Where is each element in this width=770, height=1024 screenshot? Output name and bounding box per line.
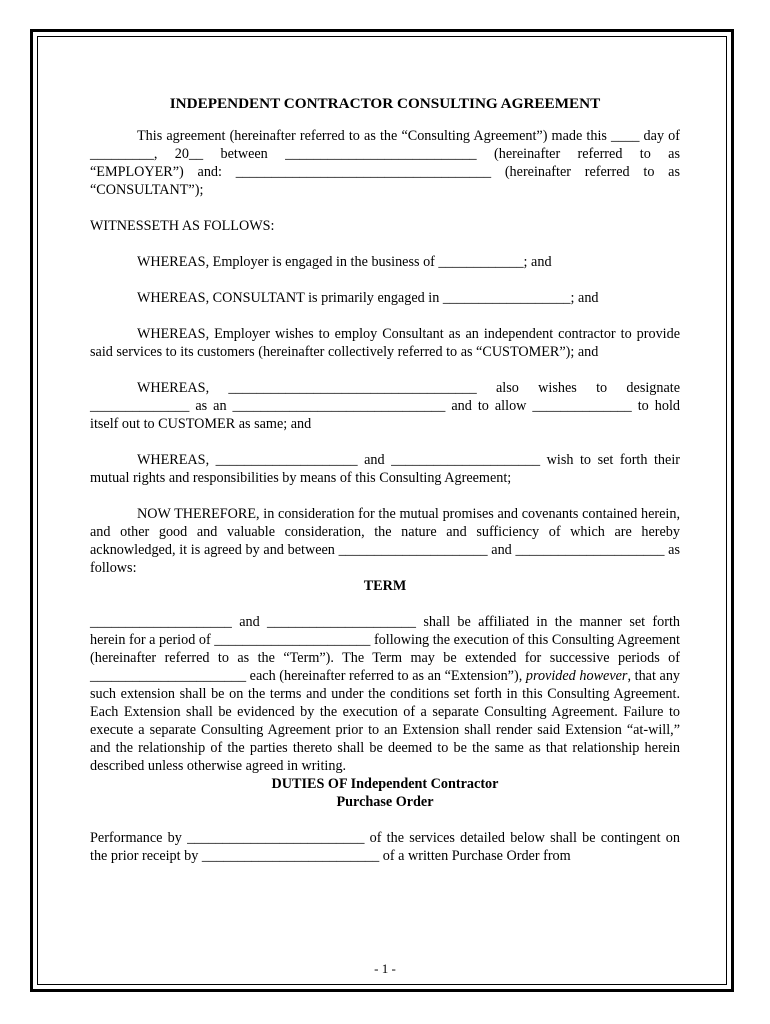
term-text-part1: ____________________ and _____________________ shall be affiliated in the manner set forth herein for a period of ______________________ following the execution of this Consulting Agreement (hereinafter referred to as the “Term”). The Term may be extended for successive periods of ______________________ each (hereinafter referred to as an “Extension”),	[90, 614, 680, 684]
heading-purchase-order: Purchase Order	[336, 794, 434, 810]
page-number: - 1 -	[374, 961, 396, 976]
term-text-part2: , that any such extension shall be on the terms and under the conditions set forth in this Consulting Agreement. Each Extension shall be evidenced by the execution of a separate Consulting Agreement. Failure to execute a separate Consulting Agreement prior to an Extension shall render said Extension “at-will,” and the relationship of the parties thereto shall be deemed to be the same as that relationship herein described unless otherwise agreed in writing.	[90, 668, 681, 774]
whereas-employ: WHEREAS, Employer wishes to employ Consultant as an independent contractor to provide said services to its customers (hereinafter collectively referred to as “CUSTOMER”); and	[90, 326, 680, 360]
heading-term: TERM	[363, 578, 407, 594]
document-body	[90, 95, 680, 865]
whereas-consultant: WHEREAS, CONSULTANT is primarily engaged in __________________; and	[137, 290, 599, 306]
whereas-business: WHEREAS, Employer is engaged in the business of ____________; and	[137, 254, 552, 270]
heading-duties: DUTIES OF Independent Contractor	[271, 776, 499, 792]
term-paragraph	[90, 613, 680, 775]
performance-paragraph: Performance by _________________________ of the services detailed below shall be contingent on the prior receipt by _________________________ of a written Purchase Order from	[90, 830, 680, 864]
whereas-mutual-rights: WHEREAS, ____________________ and _____________________ wish to set forth their mutual rights and responsibilities by means of this Consulting Agreement;	[90, 452, 680, 486]
document-title: INDEPENDENT CONTRACTOR CONSULTING AGREEMENT	[169, 95, 601, 112]
now-therefore-paragraph: NOW THEREFORE, in consideration for the mutual promises and covenants contained herein, and other good and valuable consideration, the nature and sufficiency of which are hereby acknowledged, it is agreed by and between _____________________ and _____________________ as follows:	[90, 506, 680, 576]
term-text-italic: provided however	[525, 668, 628, 684]
whereas-designate: WHEREAS, ___________________________________ also wishes to designate ______________ as an ______________________________ and to allow ______________ to hold itself out to CUSTOMER as same; and	[90, 380, 680, 432]
intro-paragraph: This agreement (hereinafter referred to as the “Consulting Agreement”) made this ____ day of _________, 20__ between ___________________________ (hereinafter referred to as “EMPLOYER”) and: ____________________________________ (hereinafter referred to as “CONSULTANT”);	[90, 128, 680, 198]
witnesseth-line: WITNESSETH AS FOLLOWS:	[90, 218, 275, 234]
